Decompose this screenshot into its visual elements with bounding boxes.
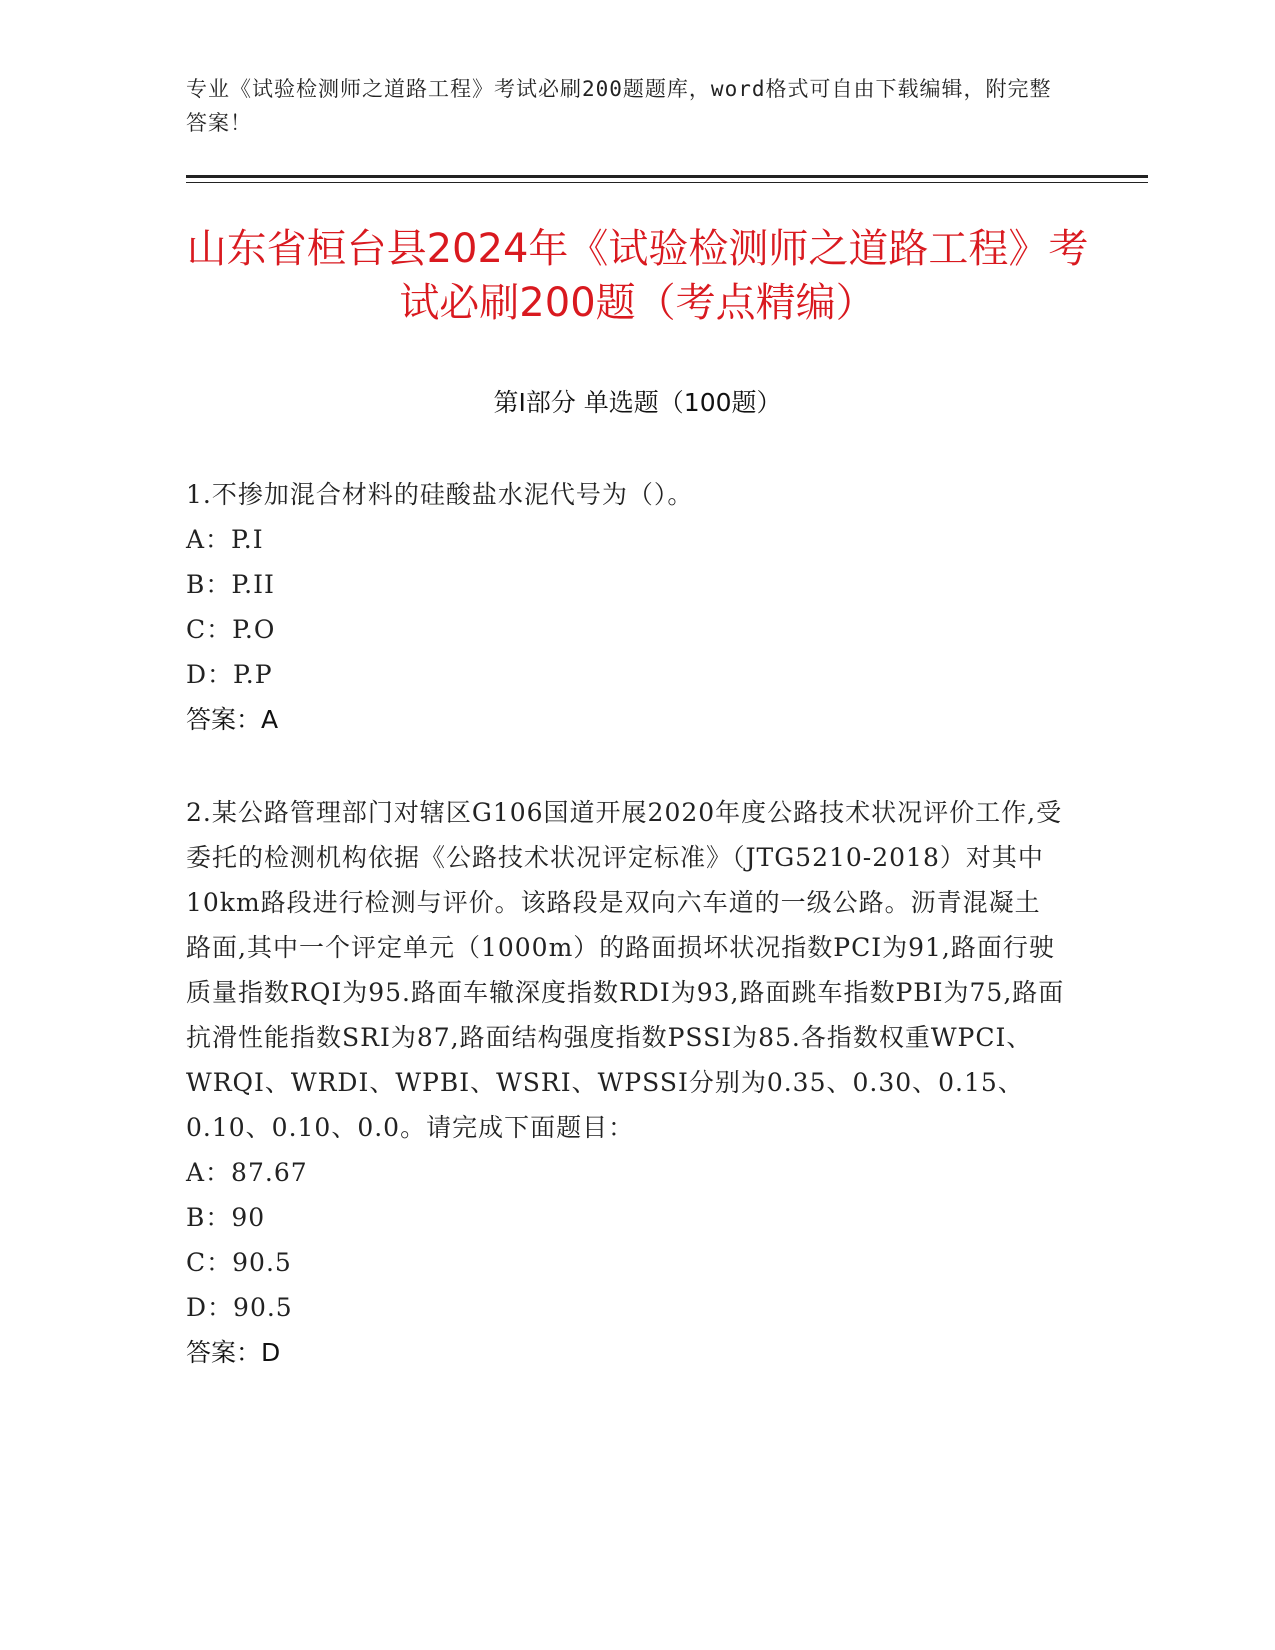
question-2 [186, 790, 1066, 1375]
option-c: C：P.O [186, 615, 276, 644]
option-b: B：90 [186, 1203, 266, 1232]
section-heading: 第Ⅰ部分 单选题（100题） [493, 388, 782, 417]
option-a: A：P.I [186, 525, 264, 554]
question-1 [186, 472, 1066, 742]
option-d: D：P.P [186, 660, 273, 689]
answer: 答案：A [186, 705, 279, 734]
document-title: 山东省桓台县2024年《试验检测师之道路工程》考试必刷200题（考点精编） [186, 226, 1089, 326]
header-divider-thin [186, 182, 1148, 183]
header-note: 专业《试验检测师之道路工程》考试必刷200题题库，word格式可自由下载编辑，附完整答案！ [186, 77, 1052, 135]
header-divider-thick [186, 175, 1148, 178]
option-c: C：90.5 [186, 1248, 292, 1277]
option-d: D：90.5 [186, 1293, 293, 1322]
answer: 答案：D [186, 1338, 281, 1367]
option-b: B：P.II [186, 570, 275, 599]
question-stem: 2.某公路管理部门对辖区G106国道开展2020年度公路技术状况评价工作,受委托的检测机构依据《公路技术状况评定标准》（JTG5210-2018）对其中10km路段进行检测与评价。该路段是双向六车道的一级公路。沥青混凝土路面,其中一个评定单元（1000m）的路面损坏状况指数PCI为91,路面行驶质量指数RQI为95.路面车辙深度指数RDI为93,路面跳车指数PBI为75,路面抗滑性能指数SRI为87,路面结构强度指数PSSI为85.各指数权重WPCI、WRQI、WRDI、WPBI、WSRI、WPSSI分别为0.35、0.30、0.15、0.10、0.10、0.0。请完成下面题目： [186, 798, 1065, 1142]
option-a: A：87.67 [186, 1158, 308, 1187]
question-stem: 1.不掺加混合材料的硅酸盐水泥代号为（）。 [186, 480, 694, 509]
